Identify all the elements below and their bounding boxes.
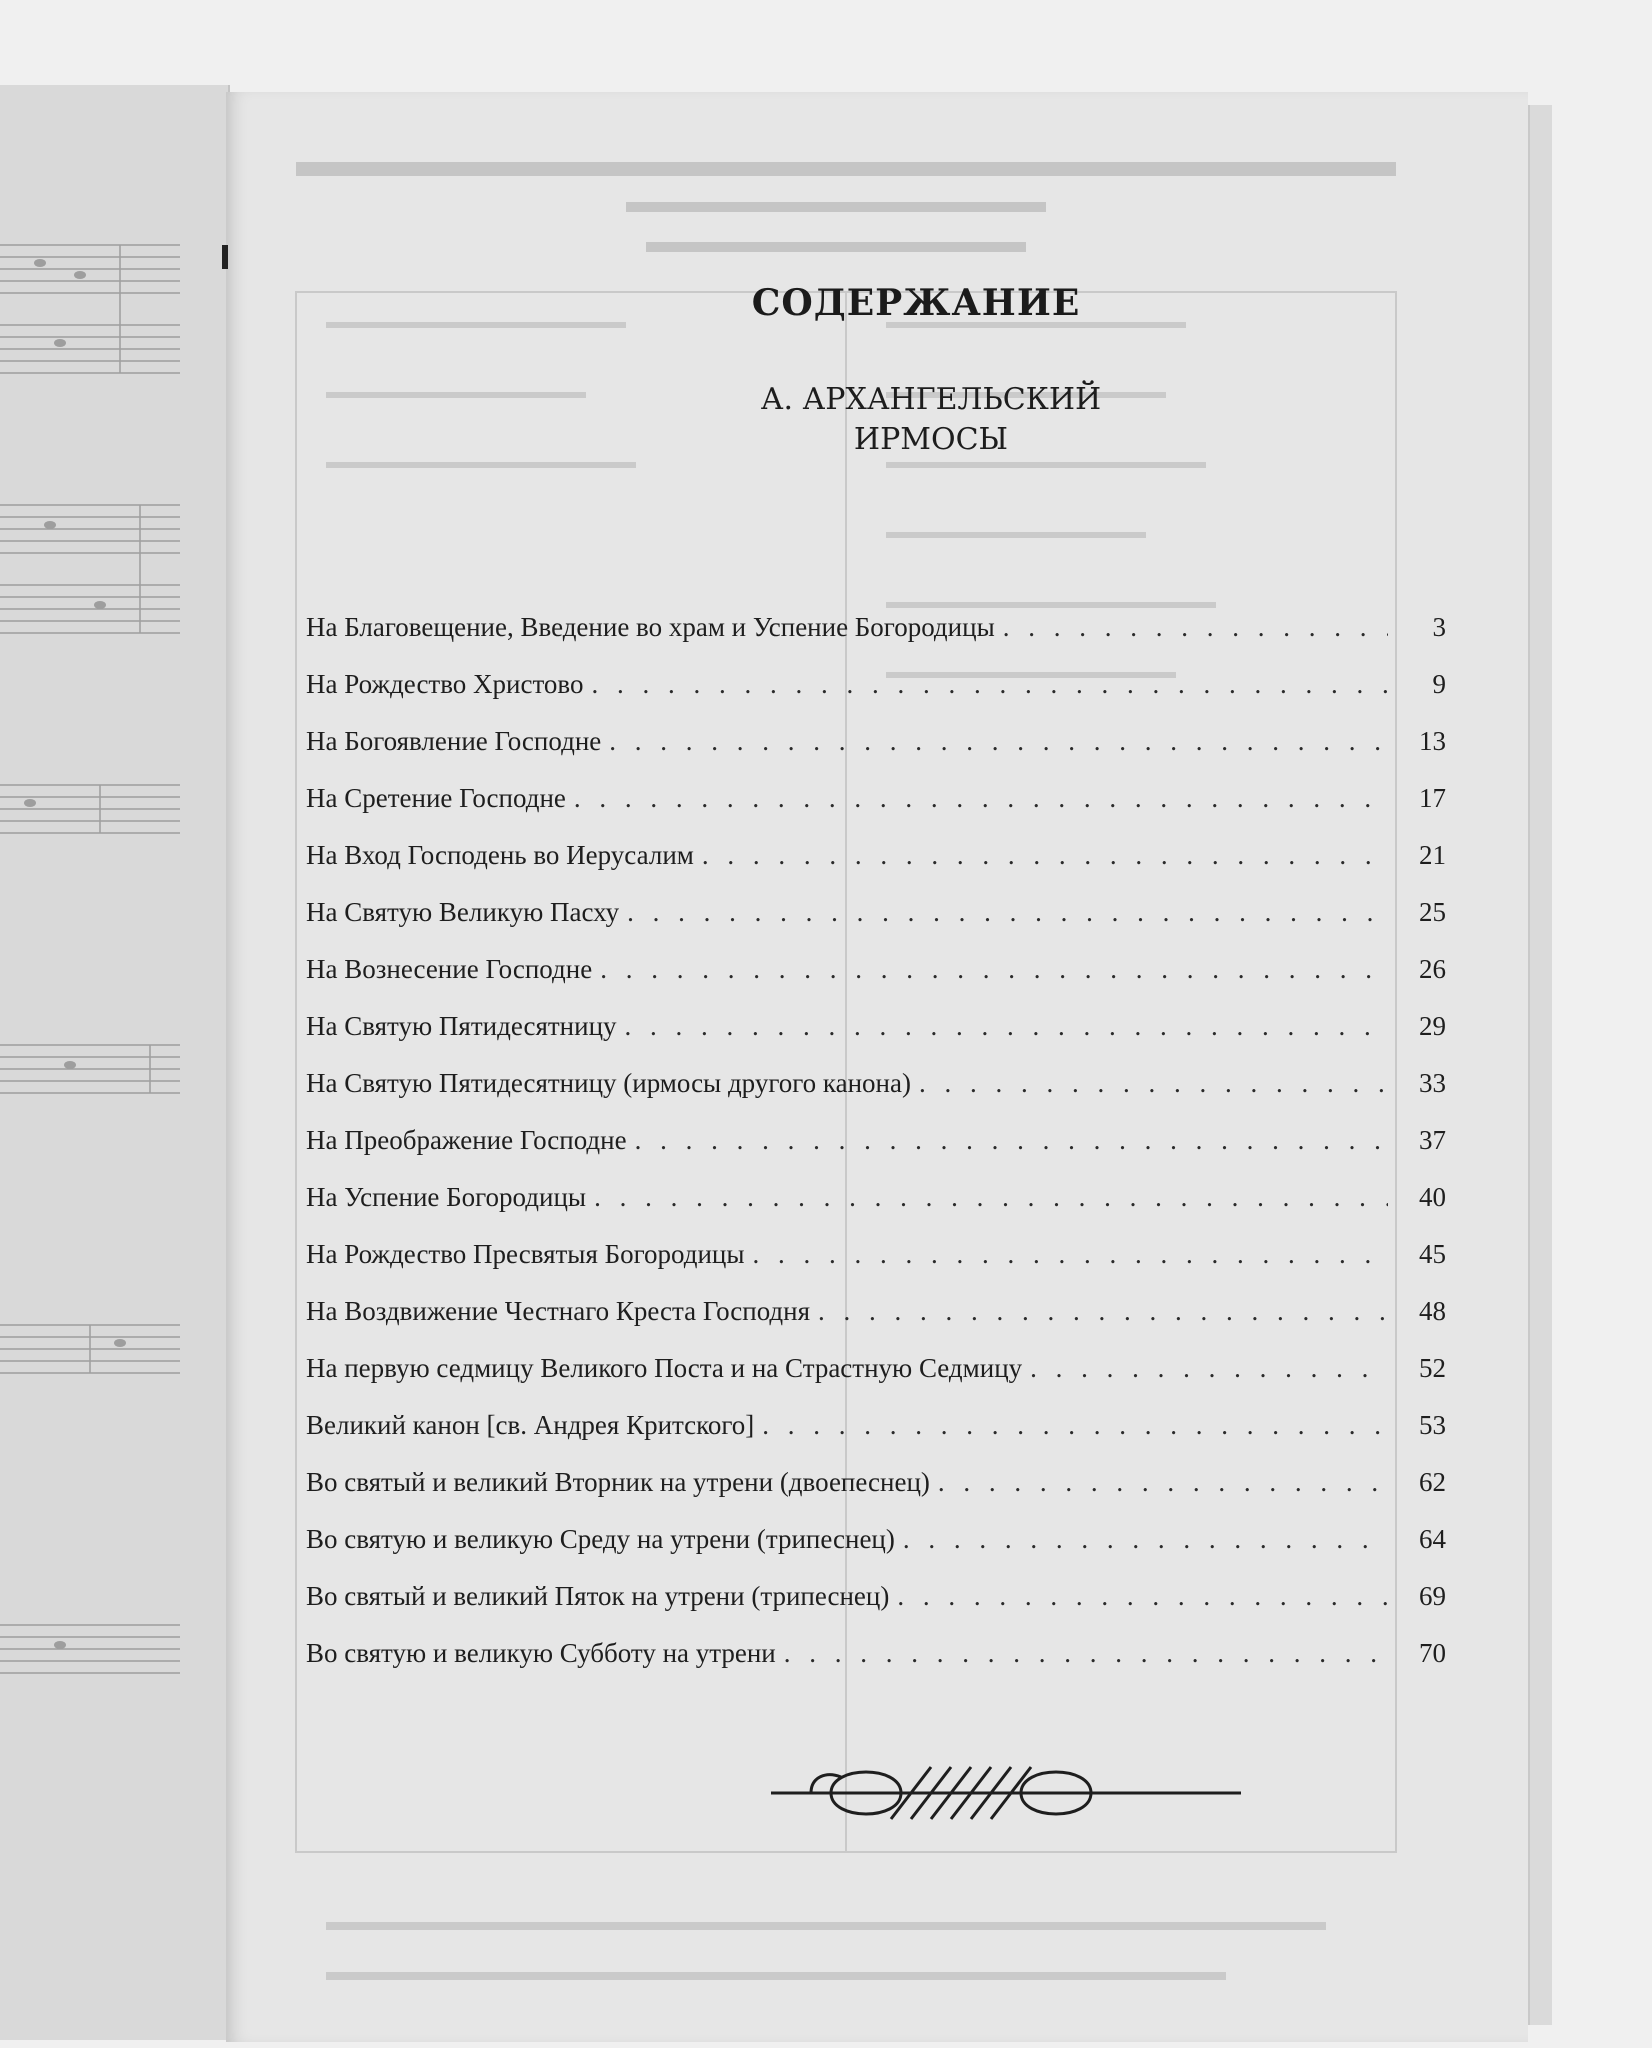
leader-dots <box>903 1524 1388 1555</box>
leader-dots <box>702 840 1388 871</box>
toc-entry-title: На Богоявление Господне <box>306 726 602 756</box>
toc-entry-page: 64 <box>1419 1524 1446 1554</box>
section-title: ИРМОСЫ <box>853 422 1009 457</box>
toc-entry[interactable] <box>306 1467 1446 1507</box>
toc-entry[interactable] <box>306 1011 1446 1051</box>
toc-entry[interactable] <box>306 897 1446 937</box>
toc-entry-title: На Сретение Господне <box>306 783 566 813</box>
toc-entry-title: На Святую Пятидесятницу <box>306 1011 617 1041</box>
leader-dots <box>818 1296 1388 1327</box>
leader-dots <box>574 783 1388 814</box>
toc-entry-page: 37 <box>1419 1125 1446 1155</box>
toc-entry-page: 69 <box>1419 1581 1446 1611</box>
toc-entry-title: На Благовещение, Введение во храм и Успение Богородицы <box>306 612 995 642</box>
leader-dots <box>897 1581 1388 1612</box>
toc-entry-title: На Святую Пятидесятницу (ирмосы другого канона) <box>306 1068 911 1098</box>
toc-entry[interactable] <box>306 783 1446 823</box>
toc-entry[interactable] <box>306 1524 1446 1564</box>
toc-entry[interactable] <box>306 612 1446 652</box>
toc-entry-page: 26 <box>1419 954 1446 984</box>
left-page <box>0 85 230 2040</box>
toc-entry-title: На Успение Богородицы <box>306 1182 587 1212</box>
leader-dots <box>1030 1353 1388 1384</box>
toc-entry-title: Во святую и великую Среду на утрени (трипеснец) <box>306 1524 895 1554</box>
toc-entry[interactable] <box>306 1638 1446 1678</box>
toc-entry-title: На Воздвижение Честнаго Креста Господня <box>306 1296 811 1326</box>
leader-dots <box>919 1068 1388 1099</box>
toc-entry-title: На первую седмицу Великого Поста и на Страстную Седмицу <box>306 1353 1023 1383</box>
leader-dots <box>625 1011 1388 1042</box>
toc-entry-page: 9 <box>1432 669 1446 699</box>
toc-entry[interactable] <box>306 669 1446 709</box>
toc-entry[interactable] <box>306 840 1446 880</box>
leader-dots <box>635 1125 1388 1156</box>
toc-entry[interactable] <box>306 1296 1446 1336</box>
toc-entry-title: На Святую Великую Пасху <box>306 897 620 927</box>
right-page <box>226 92 1528 2042</box>
toc-entry[interactable] <box>306 1068 1446 1108</box>
toc-list <box>306 612 1446 1712</box>
toc-entry-page: 21 <box>1419 840 1446 870</box>
toc-entry-title: На Рождество Пресвятыя Богородицы <box>306 1239 745 1269</box>
table-of-contents-page <box>226 92 1528 2042</box>
toc-entry-page: 52 <box>1419 1353 1446 1383</box>
toc-entry-title: На Рождество Христово <box>306 669 584 699</box>
leader-dots <box>753 1239 1388 1270</box>
toc-entry[interactable] <box>306 726 1446 766</box>
leader-dots <box>784 1638 1388 1669</box>
leader-dots <box>600 954 1388 985</box>
toc-entry[interactable] <box>306 1581 1446 1621</box>
binding-mark <box>222 245 228 269</box>
toc-entry[interactable] <box>306 954 1446 994</box>
toc-entry-page: 13 <box>1419 726 1446 756</box>
toc-entry-page: 17 <box>1419 783 1446 813</box>
toc-entry-page: 48 <box>1419 1296 1446 1326</box>
leader-dots <box>938 1467 1388 1498</box>
section-author: А. АРХАНГЕЛЬСКИЙ <box>760 382 1102 417</box>
toc-entry-page: 62 <box>1419 1467 1446 1497</box>
toc-entry-page: 40 <box>1419 1182 1446 1212</box>
toc-entry[interactable] <box>306 1125 1446 1165</box>
toc-entry[interactable] <box>306 1410 1446 1450</box>
page-edge <box>1528 105 1552 2025</box>
knot-ornament <box>771 1757 1241 1827</box>
toc-entry-page: 45 <box>1419 1239 1446 1269</box>
leader-dots <box>1003 612 1388 643</box>
leader-dots <box>627 897 1388 928</box>
toc-entry-title: Во святый и великий Вторник на утрени (двоепеснец) <box>306 1467 930 1497</box>
toc-entry-title: На Вознесение Господне <box>306 954 593 984</box>
leader-dots <box>762 1410 1388 1441</box>
toc-entry-title: На Вход Господень во Иерусалим <box>306 840 694 870</box>
toc-entry-page: 70 <box>1419 1638 1446 1668</box>
toc-entry-page: 3 <box>1432 612 1446 642</box>
toc-entry-title: На Преображение Господне <box>306 1125 627 1155</box>
toc-entry[interactable] <box>306 1353 1446 1393</box>
toc-entry-page: 29 <box>1419 1011 1446 1041</box>
toc-entry-page: 53 <box>1419 1410 1446 1440</box>
leader-dots <box>592 669 1389 700</box>
toc-entry-title: Великий канон [св. Андрея Критского] <box>306 1410 755 1440</box>
toc-entry[interactable] <box>306 1239 1446 1279</box>
toc-entry-page: 33 <box>1419 1068 1446 1098</box>
sheet-music-staves <box>0 85 228 2040</box>
leader-dots <box>594 1182 1388 1213</box>
page-heading: СОДЕРЖАНИЕ <box>751 282 1081 324</box>
toc-entry[interactable] <box>306 1182 1446 1222</box>
toc-entry-page: 25 <box>1419 897 1446 927</box>
leader-dots <box>609 726 1388 757</box>
toc-entry-title: Во святую и великую Субботу на утрени <box>306 1638 776 1668</box>
toc-entry-title: Во святый и великий Пяток на утрени (трипеснец) <box>306 1581 890 1611</box>
